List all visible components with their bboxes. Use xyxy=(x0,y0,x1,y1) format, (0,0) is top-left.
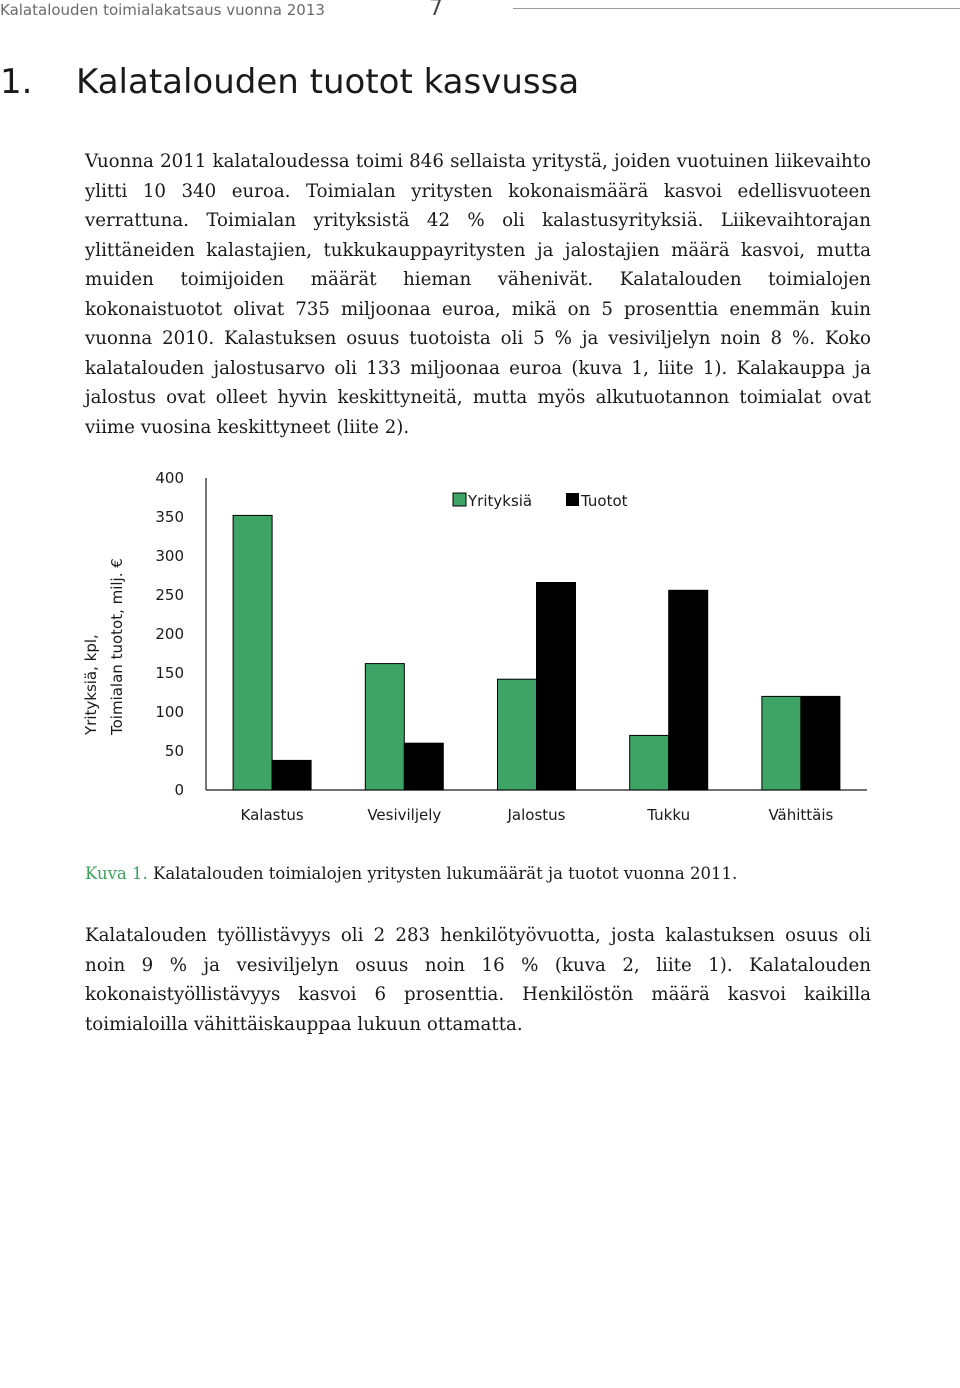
y-tick-label: 250 xyxy=(155,586,184,604)
chart-legend xyxy=(453,492,628,510)
y-tick-label: 0 xyxy=(174,781,184,799)
bar-yrityksia-tukku xyxy=(630,735,669,790)
body-paragraph-1: Vuonna 2011 kalataloudessa toimi 846 sellaista yritystä, joiden vuotuinen liikevaihto ylitti 10 340 euroa. Toimialan yritysten kokonaismäärä kasvoi edellisvuoteen verrattuna. Toimialan yrityksistä 42 % oli kalastusyrityksiä. Liikevaihtorajan ylittäneiden kalastajien, tukkukauppayritysten ja jalostajien määrä kasvoi, mutta muiden toimijoiden määrät hieman vähenivät. Kalatalouden toimialojen kokonaistuotot olivat 735 miljoonaa euroa, mikä on 5 prosenttia enemmän kuin vuonna 2010. Kalastuksen osuus tuotoista oli 5 % ja vesiviljelyn noin 8 %. Koko kalatalouden jalostusarvo oli 133 miljoonaa euroa (kuva 1, liite 1). Kalakauppa ja jalostus ovat olleet hyvin keskittyneitä, mutta myös alkutuotannon toimialat ovat viime vuosina keskittyneet (liite 2). xyxy=(85,151,871,438)
y-tick-label: 50 xyxy=(164,742,184,760)
bar-tuotot-tukku xyxy=(669,590,708,790)
running-header-title: Kalatalouden toimialakatsaus vuonna 2013 xyxy=(0,1,325,19)
legend-swatch-yrityksia xyxy=(453,493,466,506)
y-axis-label-line1: Yrityksiä, kpl, xyxy=(82,634,100,735)
y-tick-label: 300 xyxy=(155,547,184,565)
x-tick-label-jalostus: Jalostus xyxy=(507,806,566,824)
bar-tuotot-kalastus xyxy=(272,760,311,790)
y-tick-label: 150 xyxy=(155,664,184,682)
y-axis-label-line2: Toimialan tuotot, milj. € xyxy=(108,558,126,735)
y-tick-label: 100 xyxy=(155,703,184,721)
y-axis-label xyxy=(82,634,100,736)
bar-tuotot-jalostus xyxy=(537,583,576,791)
caption-label: Kuva 1. xyxy=(85,864,148,883)
y-tick-label: 400 xyxy=(155,469,184,487)
x-tick-label-vesiviljely: Vesiviljely xyxy=(367,806,442,824)
legend-label-tuotot: Tuotot xyxy=(581,492,628,510)
y-tick-label: 350 xyxy=(155,508,184,526)
legend-label-yrityksia: Yrityksiä xyxy=(468,492,533,510)
bar-yrityksia-vahittais xyxy=(762,696,801,790)
y-tick-label: 200 xyxy=(155,625,184,643)
page-number: 7 xyxy=(429,0,443,21)
bar-yrityksia-jalostus xyxy=(498,679,537,790)
bar-yrityksia-kalastus xyxy=(233,515,272,790)
section-title: Kalatalouden tuotot kasvussa xyxy=(76,62,580,102)
section-number: 1. xyxy=(0,62,33,102)
bar-tuotot-vahittais xyxy=(801,696,840,790)
x-tick-label-kalastus: Kalastus xyxy=(240,806,304,824)
figure-caption xyxy=(85,864,737,883)
legend-swatch-tuotot xyxy=(566,493,579,506)
caption-text: Kalatalouden toimialojen yritysten lukumäärät ja tuotot vuonna 2011. xyxy=(153,864,738,883)
x-tick-label-tukku: Tukku xyxy=(647,806,691,824)
x-tick-label-vahittais: Vähittäis xyxy=(768,806,834,824)
bar-yrityksia-vesiviljely xyxy=(365,664,404,790)
bar-tuotot-vesiviljely xyxy=(404,743,443,790)
body-paragraph-2: Kalatalouden työllistävyys oli 2 283 henkilötyövuotta, josta kalastuksen osuus oli noin 9 % ja vesiviljelyn osuus noin 16 % (kuva 2, liite 1). Kalatalouden kokonaistyöllistävyys kasvoi 6 prosenttia. Henkilöstön määrä kasvoi kaikilla toimialoilla vähittäiskauppaa lukuun ottamatta. xyxy=(85,925,871,1035)
